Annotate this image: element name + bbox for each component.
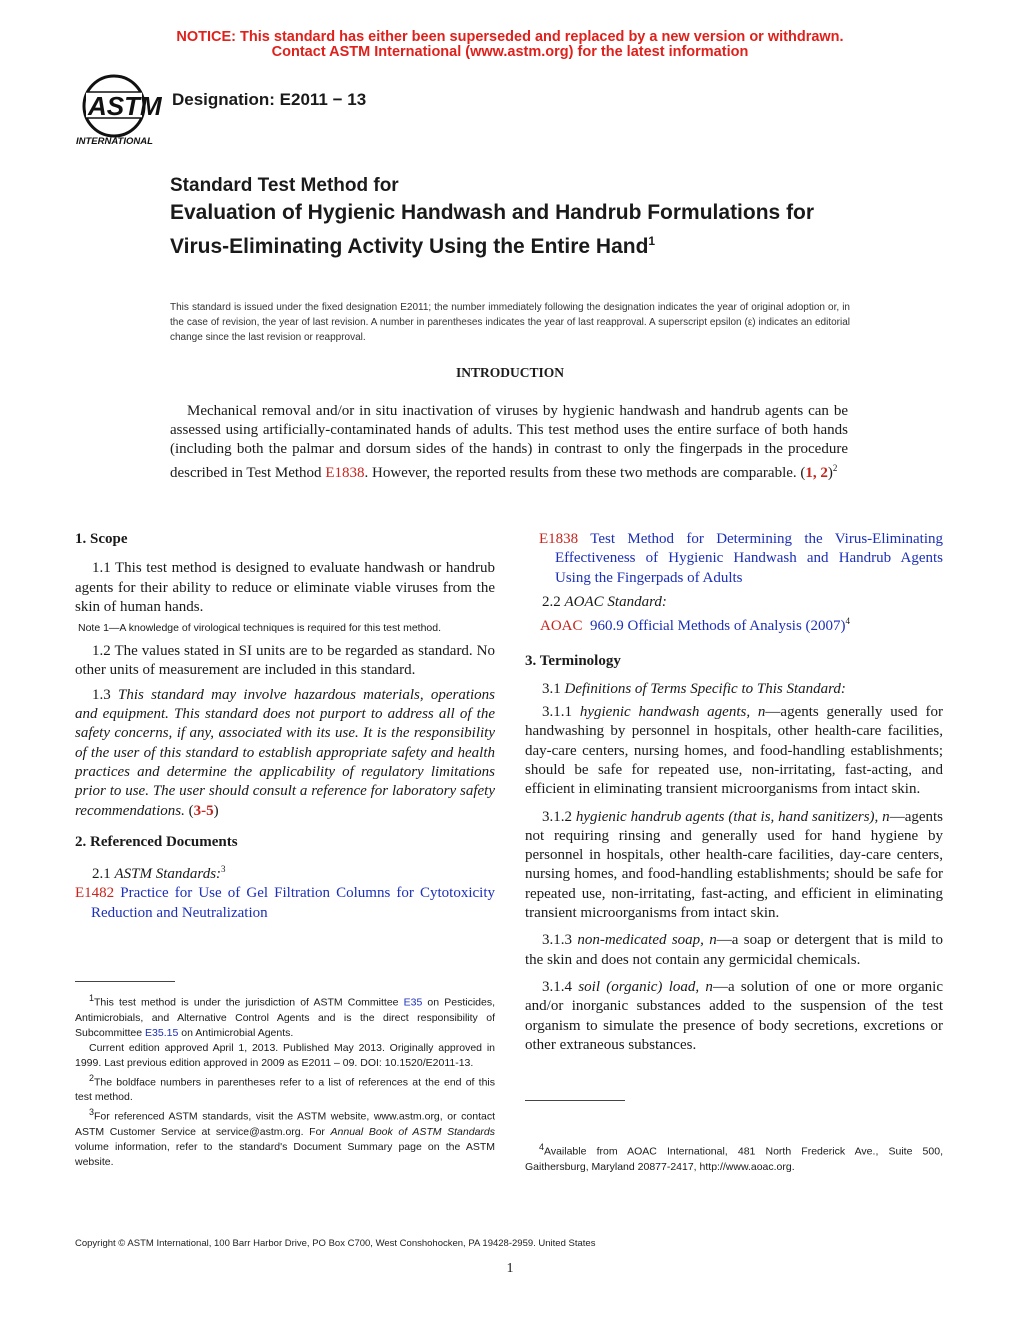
footnote-2-mark: 2 (89, 1072, 95, 1083)
notice-line-2: Contact ASTM International (www.astm.org) for the latest information (271, 44, 749, 60)
ref-e1482 (75, 884, 495, 923)
footnote-3-text: For referenced ASTM standards, visit the ASTM website, www.astm.org, or contact ASTM Customer Service at service@astm.org. For (75, 1110, 495, 1138)
term-3-1-2-number: 3.1.2 (542, 808, 576, 825)
para-3-1-number: 3.1 (542, 680, 565, 697)
designation: Designation: E2011 − 13 (172, 90, 367, 109)
footnote-4 (525, 1140, 943, 1175)
section-refdocs-heading: 2. Referenced Documents (75, 833, 238, 850)
term-3-1-3-definition: —a soap or detergent that is mild to the skin and does not contain any germicidal chemicals. (525, 932, 943, 968)
aoac-footnote-mark: 4 (845, 616, 851, 627)
link-e1482-title[interactable]: Practice for Use of Gel Filtration Columns for Cytotoxicity Reduction and Neutralization (91, 885, 496, 921)
term-3-1-4-term: soil (organic) load, n (578, 978, 713, 995)
page-number: 1 (506, 1261, 514, 1276)
link-e1482-code[interactable]: E1482 (75, 885, 115, 902)
title-prefix: Standard Test Method for (170, 175, 399, 196)
para-1-1: 1.1 This test method is designed to evaluate handwash or handrub agents for their ability to reduce or eliminate viable viruses from the skin of human hands. (75, 560, 495, 615)
intro-text: Mechanical removal and/or in situ inactivation of viruses by hygienic handwash and handrub agents can be assessed using artificially-contaminated hands of adults. This test method uses the entire surface of both hands (including both the palmar and dorsum sides of the hands) in contrast to only the fingerpads in the procedure described in Test Method (170, 403, 848, 481)
term-3-1-1 (525, 703, 943, 799)
ref-e1838 (525, 530, 943, 588)
link-e1838-intro[interactable]: E1838 (325, 465, 365, 481)
link-e1838-code[interactable]: E1838 (539, 531, 579, 547)
notice-line-1: NOTICE: This standard has either been superseded and replaced by a new version or withdrawn. (176, 29, 844, 45)
intro-text-3: ) (827, 465, 833, 481)
intro-reference-link[interactable]: 1, 2 (805, 465, 828, 481)
para-2-1-footnote-mark: 3 (221, 864, 226, 875)
footnote-4-mark: 4 (539, 1142, 545, 1152)
footnote-3-mark: 3 (89, 1107, 95, 1117)
ref-aoac (525, 612, 943, 636)
astm-logo-letters: ASTM (88, 91, 162, 121)
footnote-4-text: Available from AOAC International, 481 North Frederick Ave., Suite 500, Gaithersburg, Maryland 20877-2417, http://www.aoac.org. (525, 1145, 943, 1173)
para-1-3-text: This standard may involve hazardous materials, operations and equipment. This standard does not purport to address all of the safety concerns, if any, associated with its use. It is the responsibility of the user of this standard to establish appropriate safety and health practices and determine the applicability of regulatory limitations prior to use. The user should consult a reference for laboratory safety recommendations. (75, 686, 496, 819)
footnote-2 (75, 1071, 495, 1106)
term-3-1-1-term: hygienic handwash agents, n (579, 704, 766, 721)
term-3-1-2-term: hygienic handrub agents (that is, hand sanitizers), n (575, 808, 890, 825)
footnote-1-mark: 1 (89, 993, 95, 1003)
introduction-body (170, 402, 848, 483)
link-aoac-code[interactable]: AOAC (540, 618, 583, 635)
para-2-1 (75, 860, 495, 884)
document-title (170, 199, 870, 261)
section-scope-heading: 1. Scope (75, 531, 128, 547)
footnote-1-edition: Current edition approved April 1, 2013. Published May 2013. Originally approved in 1999. Last previous edition approved in 2009 as E2011 – 09. DOI: 10.1520/E2011-13. (75, 1041, 495, 1069)
para-1-2: 1.2 The values stated in SI units are to be regarded as standard. No other units of measurement are included in this standard. (75, 643, 495, 679)
note-1: Note 1—A knowledge of virological techniques is required for this test method. (78, 622, 442, 635)
term-3-1-3-term: non-medicated soap, n (577, 932, 717, 949)
footnote-3-text-2: volume information, refer to the standard's Document Summary page on the ASTM website. (75, 1140, 495, 1168)
footnotes-left (75, 991, 495, 1170)
link-e35[interactable]: E35 (403, 996, 423, 1009)
astm-logo-international: INTERNATIONAL (76, 136, 153, 147)
term-3-1-3-number: 3.1.3 (542, 932, 578, 949)
para-1-3-number: 1.3 (92, 686, 119, 703)
intro-footnote-mark: 2 (832, 463, 838, 473)
para-3-1 (525, 680, 943, 699)
footnote-1-text-2: on Pesticides, Antimicrobials, and Alternative Control Agents and is the direct responsibility of Subcommittee (75, 996, 495, 1039)
astm-logo-graphic (72, 74, 162, 148)
term-3-1-2 (525, 808, 943, 924)
footnote-3-italic: Annual Book of ASTM Standards (330, 1125, 495, 1138)
astm-logo (72, 74, 162, 148)
section-terminology-heading: 3. Terminology (525, 653, 621, 670)
footnotes-right (525, 1140, 943, 1175)
link-e1838-title[interactable]: Test Method for Determining the Virus-Eliminating Effectiveness of Hygienic Handwash and Handrub Agents Using the Fingerpads of Adults (555, 531, 943, 586)
para-1-3: 1.3 This standard may involve hazardous materials, operations and equipment. This standard does not purport to address all of the safety concerns, if any, associated with its use. It is the responsibility of the user of this standard to establish appropriate safety and health practices and determine the applicability of regulatory limitations prior to use. The user should consult a reference for laboratory safety recommendations. (3-5) (75, 686, 496, 819)
footnote-1 (75, 991, 495, 1041)
term-3-1-1-definition: —agents generally used for handwashing by personnel in hospitals, other health-care facilities, day-care centers, nursing homes, and food-handling establishments; should be safe for repeated use, non-irritating, fast-acting, and efficient in eliminating transient microorganisms from intact skin. (525, 704, 944, 798)
introduction-heading: INTRODUCTION (455, 365, 564, 380)
copyright-footer: Copyright © ASTM International, 100 Barr Harbor Drive, PO Box C700, West Conshohocken, PA 19428-2959. United States (75, 1238, 596, 1249)
term-3-1-2-definition: —agents not requiring rinsing and generally used for hand hygiene by personnel in hospitals, other health-care facilities, day-care centers, nursing homes, and food-handling establishments; should be safe for repeated use, non-irritating, fast-acting, and efficient in eliminating transient microorganisms from intact skin. (525, 808, 944, 922)
link-e35-15[interactable]: E35.15 (145, 1026, 179, 1039)
title-footnote-mark: 1 (648, 234, 656, 248)
term-3-1-4-definition: —a solution of one or more organic and/or inorganic substances added to the suspension of the test organism to simulate the presence of body secretions, excretions or other extraneous substances. (525, 978, 943, 1053)
term-3-1-4-number: 3.1.4 (542, 978, 579, 995)
footnote-3 (75, 1105, 495, 1170)
para-2-2-number: 2.2 (542, 593, 565, 610)
left-column (75, 530, 495, 923)
link-aoac-title[interactable]: 960.9 Official Methods of Analysis (2007) (590, 618, 846, 635)
para-2-2-label: AOAC Standard: (564, 593, 667, 610)
para-2-1-label: ASTM Standards: (114, 866, 222, 883)
footnote-1-text-3: on Antimicrobial Agents. (178, 1026, 294, 1039)
term-3-1-1-number: 3.1.1 (542, 704, 580, 721)
footnote-1-text: This test method is under the jurisdiction of ASTM Committee (94, 996, 404, 1009)
safety-reference-link[interactable]: 3-5 (193, 802, 214, 819)
para-3-1-label: Definitions of Terms Specific to This Standard: (564, 680, 846, 697)
term-3-1-4 (525, 978, 943, 1055)
term-3-1-3 (525, 931, 943, 970)
right-column (525, 530, 943, 1055)
para-2-1-number: 2.1 (92, 866, 115, 883)
para-2-2 (525, 593, 943, 612)
footnote-rule-left (75, 981, 175, 982)
footnote-rule-right (525, 1100, 625, 1101)
footnote-2-text: The boldface numbers in parentheses refer to a list of references at the end of this test method. (75, 1076, 495, 1103)
title-text: Evaluation of Hygienic Handwash and Handrub Formulations for Virus-Eliminating Activity Using the Entire Hand (170, 201, 815, 258)
issuance-statement: This standard is issued under the fixed designation E2011; the number immediately following the designation indicates the year of original adoption or, in the case of revision, the year of last revision. A number in parentheses indicates the year of last reapproval. A superscript epsilon (ε) indicates an editorial change since the last revision or reapproval. (170, 302, 850, 343)
intro-text-2: . However, the reported results from these two methods are comparable. ( (364, 465, 806, 481)
